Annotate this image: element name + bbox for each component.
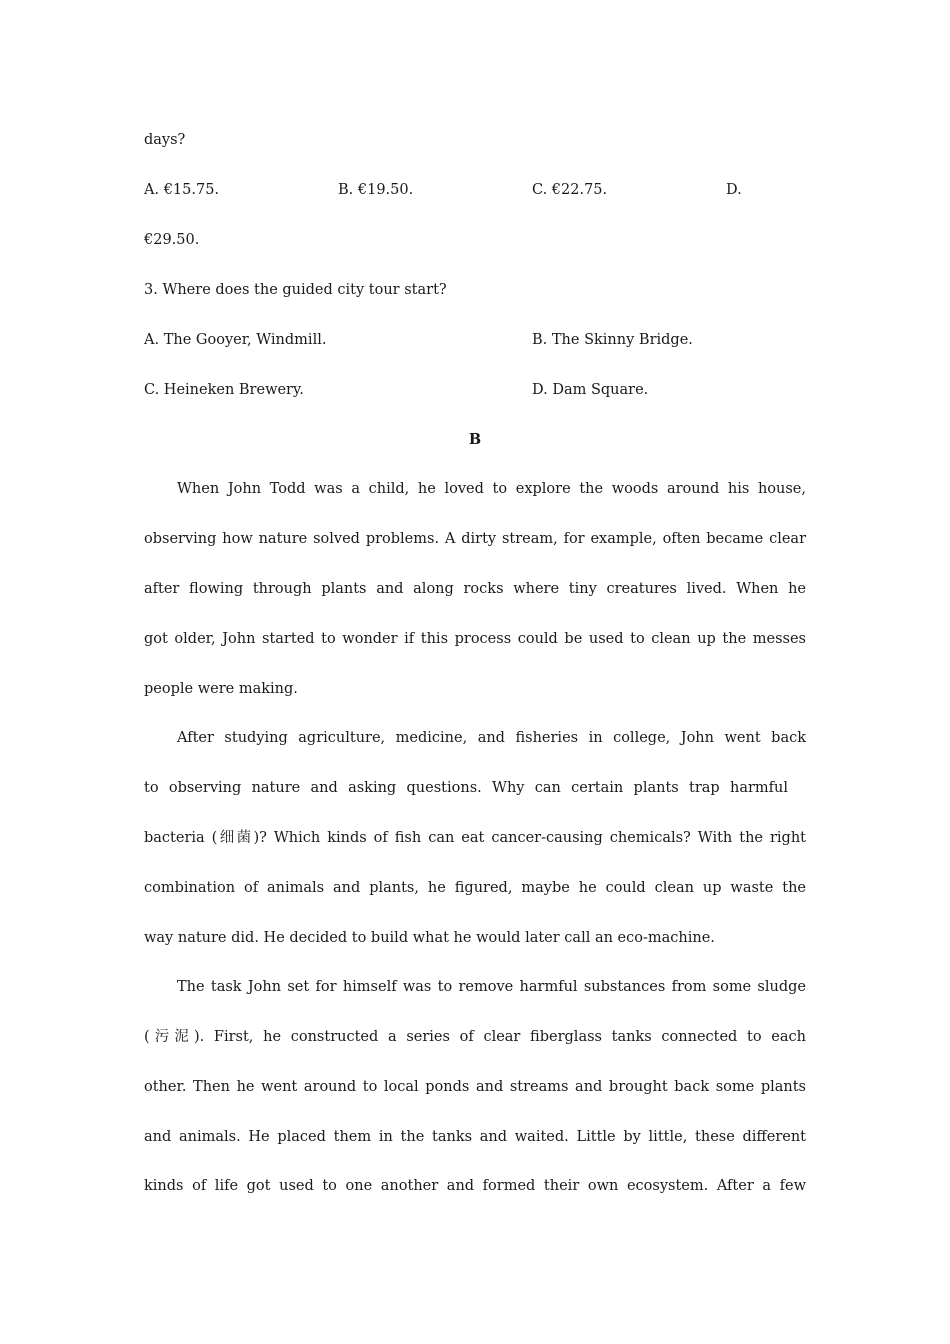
option-text: Dam Square. [552, 382, 649, 398]
question-3: 3. Where does the guided city tour start? [144, 282, 447, 298]
passage-line: kinds of life got used to one another and formed their own ecosystem. After a few [144, 1178, 806, 1194]
question-2-tail: days? [144, 132, 186, 148]
passage-line: way nature did. He decided to build what he would later call an eco-machine. [144, 930, 715, 946]
q2-option-b [338, 180, 413, 200]
passage-line: other. Then he went around to local ponds and streams and brought back some plants [144, 1079, 806, 1095]
section-heading: B [468, 431, 482, 448]
option-letter: A. [144, 332, 160, 348]
passage-line: and animals. He placed them in the tanks and waited. Little by little, these different [144, 1129, 806, 1145]
option-text: €22.75. [551, 182, 608, 198]
option-text: The Skinny Bridge. [551, 332, 693, 348]
q2-option-c [532, 180, 607, 200]
option-letter: B. [338, 182, 354, 198]
passage-line: people were making. [144, 681, 298, 697]
passage-line: combination of animals and plants, he figured, maybe he could clean up waste the [144, 880, 806, 896]
passage-line: (污泥). First, he constructed a series of clear fiberglass tanks connected to each [144, 1029, 806, 1045]
q3-option-b [532, 330, 693, 350]
option-letter: C. [144, 382, 160, 398]
q2-option-d-value: €29.50. [144, 232, 200, 248]
q3-option-d [532, 380, 648, 400]
option-text: €15.75. [163, 182, 220, 198]
q3-option-a [144, 330, 326, 350]
option-text: €19.50. [357, 182, 414, 198]
option-letter: D. [726, 182, 742, 198]
passage-line: got older, John started to wonder if this process could be used to clean up the messes [144, 631, 806, 647]
q2-option-a [144, 180, 219, 200]
option-letter: A. [144, 182, 160, 198]
passage-line: to observing nature and asking questions. Why can certain plants trap harmful [144, 780, 788, 796]
option-text: The Gooyer, Windmill. [163, 332, 327, 348]
option-text: Heineken Brewery. [163, 382, 304, 398]
passage-line: When John Todd was a child, he loved to explore the woods around his house, [177, 481, 806, 497]
passage-line: after flowing through plants and along rocks where tiny creatures lived. When he [144, 581, 806, 597]
option-letter: B. [532, 332, 548, 348]
passage-line: After studying agriculture, medicine, and fisheries in college, John went back [177, 730, 806, 746]
passage-line: bacteria (细菌)? Which kinds of fish can eat cancer-causing chemicals? With the right [144, 830, 806, 846]
q2-option-d [726, 180, 742, 200]
q3-option-c [144, 380, 304, 400]
option-letter: D. [532, 382, 548, 398]
option-letter: C. [532, 182, 548, 198]
passage-line: The task John set for himself was to remove harmful substances from some sludge [177, 979, 806, 995]
passage-line: observing how nature solved problems. A dirty stream, for example, often became clear [144, 531, 806, 547]
